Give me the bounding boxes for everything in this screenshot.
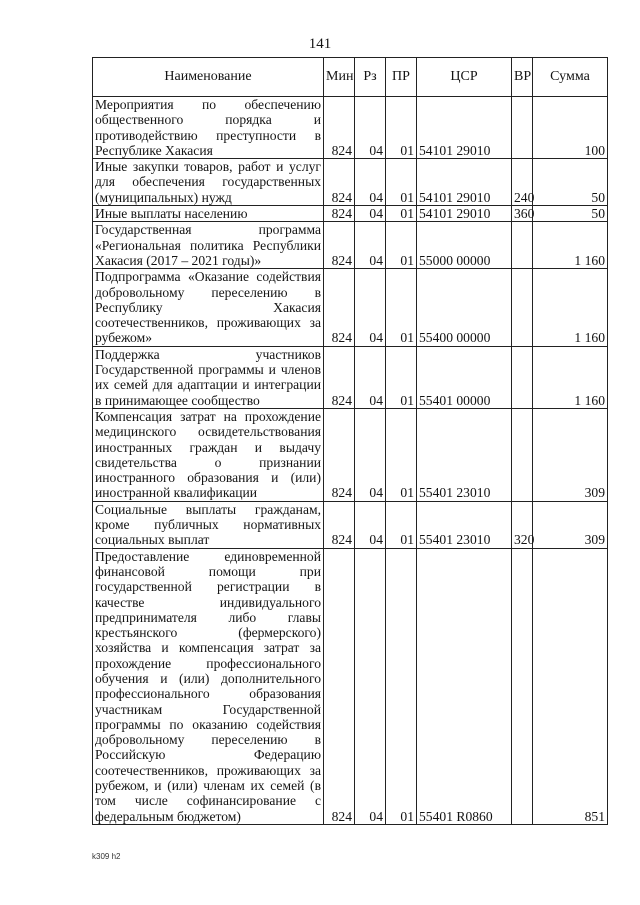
row-sum: 309: [533, 501, 608, 548]
table-row: [93, 206, 608, 222]
row-vr: [512, 346, 533, 408]
table-row: [93, 159, 608, 206]
row-min: 824: [324, 206, 355, 222]
row-vr: [512, 408, 533, 501]
row-vr: 320: [512, 501, 533, 548]
row-sum: 50: [533, 206, 608, 222]
row-sum: 851: [533, 548, 608, 824]
table-row: [93, 346, 608, 408]
row-name: Предоставление единовременной финансовой помощи при государственной регистрации в качестве индивидуального предпринимателя либо главы крестьянского (фермерского) хозяйства и компенсация затрат за прохождение профессионального обучения и (или) дополнительного профессионального образования участникам Государственной программы по оказанию содействия добровольному переселению в Российскую Федерацию соотечественников, проживающих за рубежом, и (или) членам их семей (в том числе софинансирование с федеральным бюджетом): [93, 548, 324, 824]
row-vr: 360: [512, 206, 533, 222]
footer-code: k309 h2: [92, 852, 121, 861]
row-sum: 1 160: [533, 222, 608, 269]
row-min: 824: [324, 159, 355, 206]
row-sum: 309: [533, 408, 608, 501]
row-rz: 04: [355, 346, 386, 408]
budget-table: [92, 57, 608, 825]
row-vr: [512, 222, 533, 269]
row-csr: 55401 23010: [417, 408, 512, 501]
row-pr: 01: [386, 97, 417, 159]
table-header-row: [93, 58, 608, 97]
row-vr: [512, 97, 533, 159]
row-pr: 01: [386, 159, 417, 206]
row-name: Государственная программа «Региональная политика Республики Хакасия (2017 – 2021 годы)»: [93, 222, 324, 269]
header-pr: ПР: [386, 58, 417, 97]
row-sum: 1 160: [533, 269, 608, 346]
row-csr: 55400 00000: [417, 269, 512, 346]
row-min: 824: [324, 408, 355, 501]
row-csr: 54101 29010: [417, 206, 512, 222]
header-sum: Сумма: [533, 58, 608, 97]
row-pr: 01: [386, 222, 417, 269]
header-vr: ВР: [512, 58, 533, 97]
row-min: 824: [324, 222, 355, 269]
row-rz: 04: [355, 548, 386, 824]
row-csr: 54101 29010: [417, 97, 512, 159]
row-pr: 01: [386, 346, 417, 408]
row-vr: [512, 269, 533, 346]
table-row: [93, 548, 608, 824]
row-rz: 04: [355, 206, 386, 222]
row-csr: 55401 00000: [417, 346, 512, 408]
row-csr: 55000 00000: [417, 222, 512, 269]
row-sum: 100: [533, 97, 608, 159]
header-name: Наименование: [93, 58, 324, 97]
row-sum: 1 160: [533, 346, 608, 408]
row-pr: 01: [386, 501, 417, 548]
row-rz: 04: [355, 269, 386, 346]
header-min: Мин: [324, 58, 355, 97]
row-sum: 50: [533, 159, 608, 206]
table-row: [93, 408, 608, 501]
row-name: Иные закупки товаров, работ и услуг для обеспечения государственных (муниципальных) нужд: [93, 159, 324, 206]
row-rz: 04: [355, 501, 386, 548]
row-name: Социальные выплаты гражданам, кроме публичных нормативных социальных выплат: [93, 501, 324, 548]
row-pr: 01: [386, 206, 417, 222]
row-name: Мероприятия по обеспечению общественного порядка и противодействию преступности в Республике Хакасия: [93, 97, 324, 159]
row-pr: 01: [386, 548, 417, 824]
row-rz: 04: [355, 159, 386, 206]
row-name: Подпрограмма «Оказание содействия добровольному переселению в Республику Хакасия соотечественников, проживающих за рубежом»: [93, 269, 324, 346]
row-name: Поддержка участников Государственной программы и членов их семей для адаптации и интеграции в принимающее сообщество: [93, 346, 324, 408]
row-csr: 55401 R0860: [417, 548, 512, 824]
row-min: 824: [324, 346, 355, 408]
row-pr: 01: [386, 408, 417, 501]
row-rz: 04: [355, 97, 386, 159]
row-min: 824: [324, 548, 355, 824]
row-name: Компенсация затрат на прохождение медицинского освидетельствования иностранных граждан и выдачу свидетельства о признании иностранного образования и (или) иностранной квалификации: [93, 408, 324, 501]
table-row: [93, 222, 608, 269]
row-rz: 04: [355, 222, 386, 269]
row-min: 824: [324, 501, 355, 548]
row-min: 824: [324, 269, 355, 346]
header-rz: Рз: [355, 58, 386, 97]
row-min: 824: [324, 97, 355, 159]
row-pr: 01: [386, 269, 417, 346]
table-row: [93, 97, 608, 159]
page-number: 141: [308, 36, 332, 52]
header-csr: ЦСР: [417, 58, 512, 97]
row-rz: 04: [355, 408, 386, 501]
row-name: Иные выплаты населению: [93, 206, 324, 222]
table-row: [93, 269, 608, 346]
table-row: [93, 501, 608, 548]
row-csr: 55401 23010: [417, 501, 512, 548]
row-vr: [512, 548, 533, 824]
row-vr: 240: [512, 159, 533, 206]
row-csr: 54101 29010: [417, 159, 512, 206]
